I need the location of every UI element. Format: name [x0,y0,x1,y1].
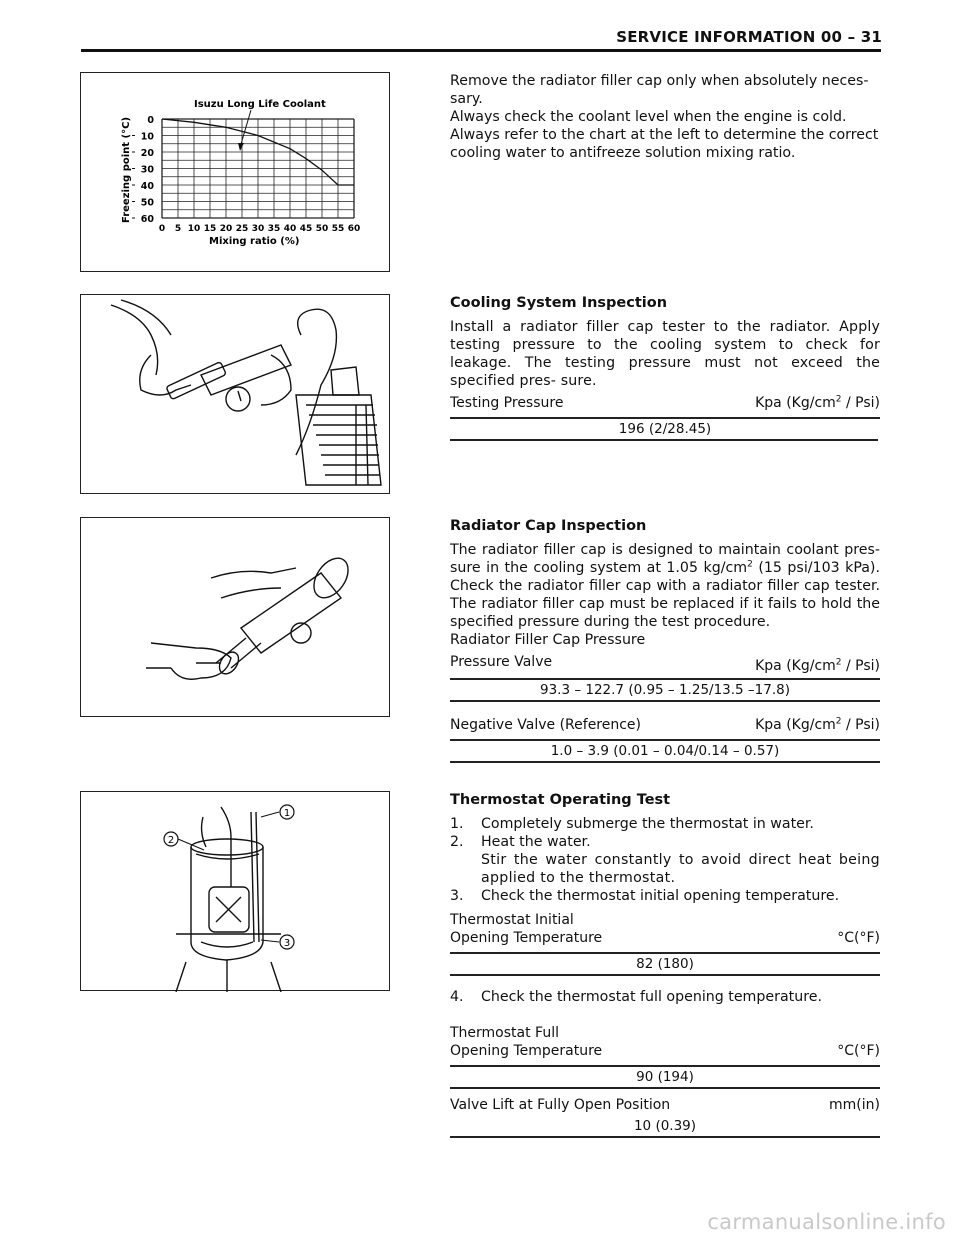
chart-title-arrowhead [238,143,244,151]
step-text: Check the thermostat full opening temperature. [481,989,822,1005]
body-text: The radiator filler cap is designed to maintain coolant pres- sure in the cooling system at 1.05 kg/cm [450,542,880,576]
valve-lift-row [450,1096,880,1116]
x-tick-label: 25 [235,224,249,234]
x-tick-label: 20 [219,224,233,234]
x-tick-label: 60 [347,224,361,234]
x-tick-label: 30 [251,224,265,234]
x-tick-label: 5 [174,224,182,234]
section-thermostat [450,791,880,1138]
thermostat-illustration [81,792,391,992]
freezing-point-chart [81,73,391,273]
coolant-line-2: sary. [450,91,483,107]
chart-xlabel: Mixing ratio (%) [209,236,300,247]
step-number: 1. [450,816,464,832]
full-temp-row [450,1042,880,1062]
x-tick-label: 15 [203,224,217,234]
radiator-tester-illustration [81,295,391,495]
cooling-system-body: Install a radiator filler cap tester to the radiator. Apply testing pressure to the cooling system to check for leakage. The testing pressure must not exceed the specified pres- sure. [450,319,880,389]
unit-text: Kpa (Kg/cm [755,395,836,411]
negative-valve-unit [755,716,880,734]
x-tick-label: 50 [315,224,329,234]
radiator-cap-body [450,541,880,631]
radiator-cap-subheading: Radiator Filler Cap Pressure [450,632,646,648]
callout-2: 2 [167,835,175,846]
y-tick-label: 30 [140,164,154,176]
coolant-line-5: cooling water to antifreeze solution mixing ratio. [450,145,796,161]
initial-temp-row [450,929,880,949]
section-cooling-system [450,294,880,441]
coolant-line-3: Always check the coolant level when the engine is cold. [450,109,847,125]
pressure-valve-unit [755,657,880,675]
initial-temp-label-1: Thermostat Initial [450,912,574,928]
initial-temp-value: 82 (180) [636,956,694,972]
chart-grid [162,119,354,218]
cooling-system-heading: Cooling System Inspection [450,295,668,311]
unit-sup: 2 [835,657,842,668]
initial-temp-unit: °C(°F) [837,930,880,946]
chart-title: Isuzu Long Life Coolant [194,99,326,110]
y-tick-label: 40 [140,181,154,192]
section-radiator-cap [450,517,880,763]
pressure-valve-value: 93.3 – 122.7 (0.95 – 1.25/13.5 –17.8) [539,682,791,698]
spec-rule [450,1136,880,1138]
negative-valve-row [450,716,880,736]
chart-ylabel: Freezing point (°C) [121,116,132,223]
y-tick-label: 60 [140,214,154,225]
radiator-cap-figure [80,517,390,717]
x-tick-label: 55 [331,224,345,234]
full-temp-value: 90 (194) [636,1069,694,1085]
full-temp-label-2: Opening Temperature [450,1043,603,1059]
step-number: 2. [450,834,464,850]
valve-lift-label: Valve Lift at Fully Open Position [450,1097,671,1113]
testing-pressure-unit [755,394,880,412]
x-tick-label: 45 [299,224,313,234]
radiator-cap-tester-figure [80,294,390,494]
unit-text: / Psi) [841,717,880,733]
y-tick-label: 20 [140,148,154,159]
callout-1: 1 [283,808,291,819]
negative-valve-value: 1.0 – 3.9 (0.01 – 0.04/0.14 – 0.57) [550,743,780,759]
x-tick-label: 10 [187,224,201,234]
x-tick-label: 0 [158,224,166,234]
full-temp-unit: °C(°F) [837,1043,880,1059]
coolant-chart-figure [80,72,390,272]
page-title: SERVICE INFORMATION 00 – 31 [616,28,882,46]
testing-pressure-value: 196 (2/28.45) [618,421,712,437]
spec-rule [450,439,878,441]
step-2 [450,833,880,851]
body-sup: 2 [747,559,753,570]
negative-valve-label: Negative Valve (Reference) [450,717,642,733]
coolant-line-1: Remove the radiator filler cap only when absolutely neces- [450,73,869,89]
callout-3: 3 [283,938,291,949]
watermark: carmanualsonline.info [707,1210,946,1234]
unit-text: / Psi) [841,395,880,411]
header-rule [81,49,881,52]
y-tick-label: 10 [140,131,154,143]
step-1 [450,815,880,833]
pressure-valve-label: Pressure Valve [450,654,553,670]
testing-pressure-row [450,394,880,414]
unit-text: Kpa (Kg/cm [755,658,836,674]
step-text: Completely submerge the thermostat in water. [481,816,814,832]
unit-sup: 2 [835,394,842,405]
body-text: (15 psi/103 kPa). Check the radiator filler cap with a radiator filler cap tester. The radiator filler cap must be replaced if it fails to hold the specified pressure during the test procedure. [450,560,880,630]
radiator-cap-heading: Radiator Cap Inspection [450,518,647,534]
unit-text: Kpa (Kg/cm [755,717,836,733]
valve-lift-unit: mm(in) [829,1097,880,1113]
x-tick-label: 35 [267,224,281,234]
testing-pressure-label: Testing Pressure [450,395,564,411]
unit-text: / Psi) [841,658,880,674]
thermostat-heading: Thermostat Operating Test [450,792,671,808]
step-number: 4. [450,989,464,1005]
initial-temp-label-2: Opening Temperature [450,930,603,946]
pressure-valve-row [450,653,880,673]
coolant-line-4: Always refer to the chart at the left to determine the correct [450,127,879,143]
unit-sup: 2 [835,716,842,727]
step-4 [450,988,880,1006]
step-number: 3. [450,888,464,904]
thermostat-test-figure [80,791,390,991]
step-3 [450,887,880,905]
callout-1-leader [261,812,279,817]
y-tick-label: 50 [140,197,154,209]
full-temp-label-1: Thermostat Full [450,1025,559,1041]
cap-tester-illustration [81,518,391,718]
spec-rule [450,761,880,763]
step-2-note: Stir the water constantly to avoid direct heat being applied to the thermostat. [481,852,880,886]
section-coolant [450,72,880,162]
step-text: Heat the water. [481,834,591,850]
page-header [0,0,960,60]
valve-lift-value: 10 (0.39) [633,1118,697,1134]
x-tick-label: 40 [283,224,297,234]
y-tick-label: 0 [147,115,154,126]
callout-3-leader [261,940,279,942]
step-text: Check the thermostat initial opening temperature. [481,888,840,904]
